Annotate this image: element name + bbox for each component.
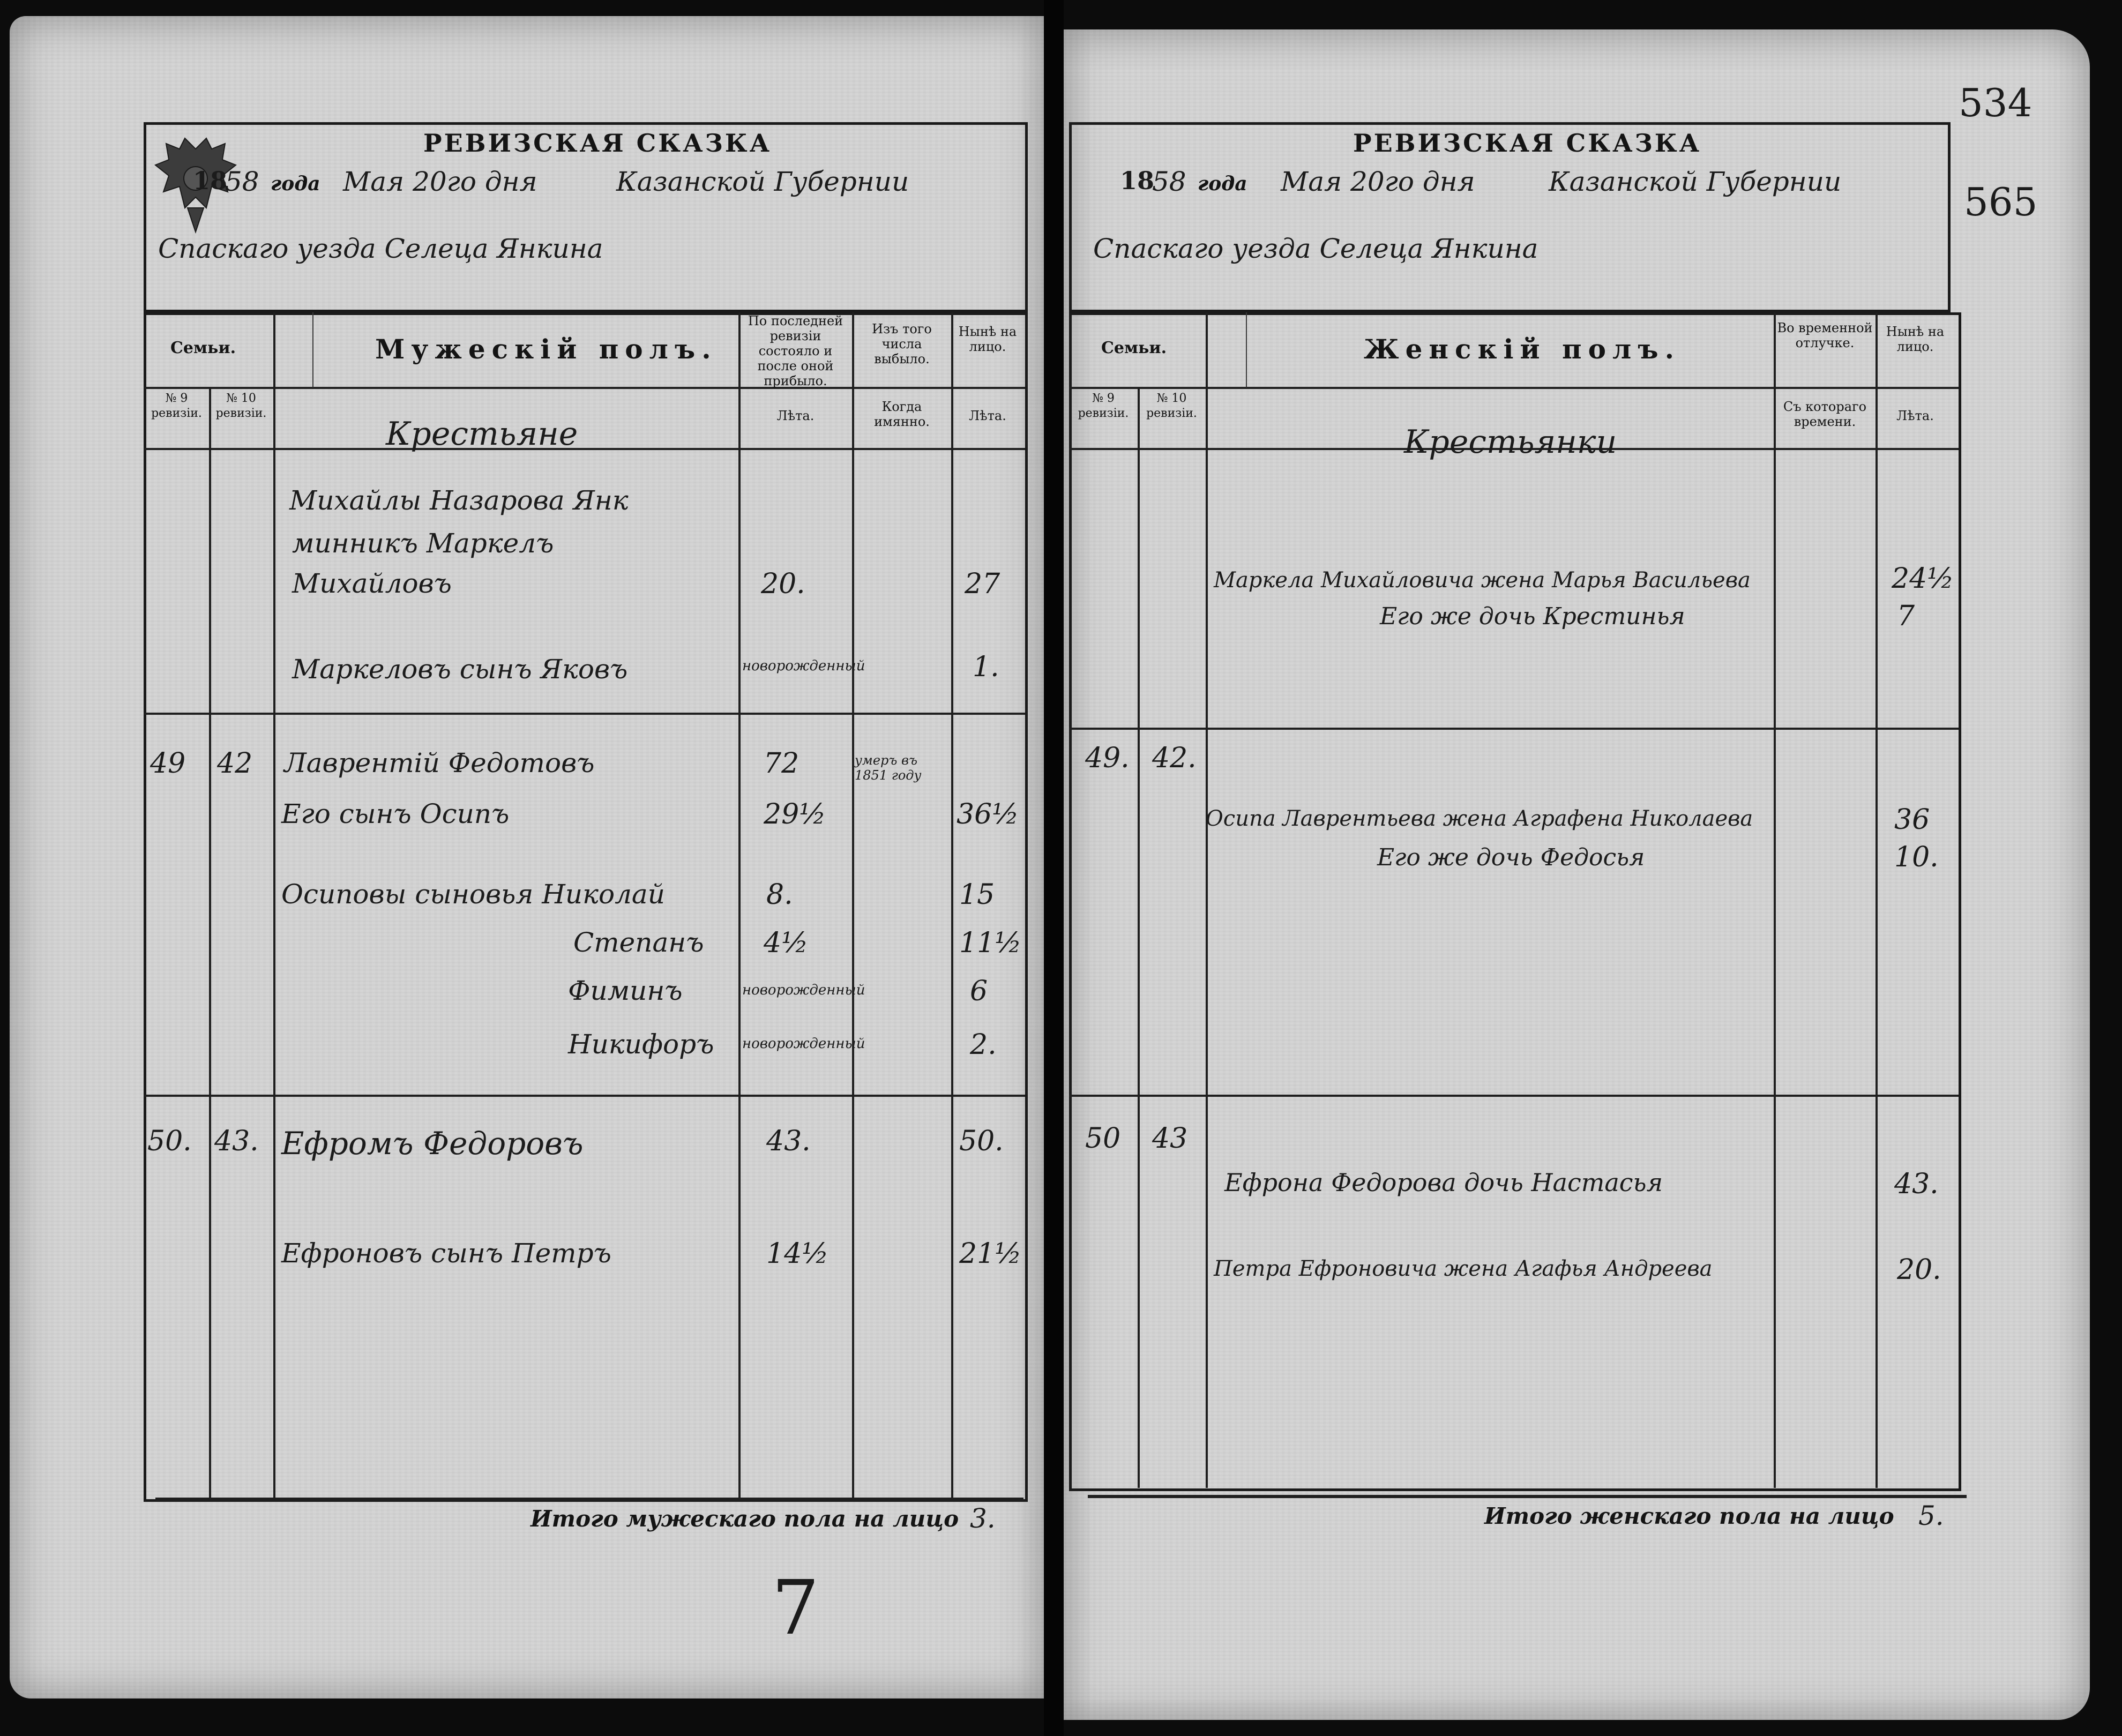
left-row-name: Ефромъ Федоровъ bbox=[281, 1125, 584, 1162]
left-row-age-now: 1. bbox=[973, 651, 999, 683]
left-row-name: Степанъ bbox=[573, 927, 704, 958]
left-year: 58 bbox=[225, 166, 259, 197]
right-year-word: года bbox=[1198, 173, 1247, 195]
right-sub-rev10: № 10 ревизіи. bbox=[1146, 392, 1197, 420]
left-col-gender: Мужескій полъ. bbox=[375, 333, 718, 365]
left-district-village: Спаскаго уезда Селеца Янкина bbox=[158, 233, 603, 264]
left-row-age-prev: 8. bbox=[766, 879, 793, 911]
left-footer-total-label: Итого мужескаго пола на лицо bbox=[530, 1506, 959, 1532]
left-row-age-prev: новорожденный bbox=[742, 982, 865, 998]
left-estate-heading: Крестьяне bbox=[386, 415, 578, 453]
left-row-name: Маркеловъ сынъ Яковъ bbox=[292, 654, 628, 685]
left-row-name: Его сынъ Осипъ bbox=[281, 798, 510, 829]
left-year-prefix: 18 bbox=[193, 166, 228, 195]
left-col-last-revision: По последней ревизіи состояло и после оной прибыло. bbox=[748, 313, 843, 388]
left-row-name: минникъ Маркелъ bbox=[292, 528, 554, 559]
left-row-age-now: 36½ bbox=[957, 798, 1019, 830]
left-row-age-prev: 29½ bbox=[764, 798, 826, 830]
left-row-rev9: 50. bbox=[147, 1125, 192, 1157]
left-row-age-now: 11½ bbox=[959, 927, 1022, 959]
right-row-name: Его же дочь Федосья bbox=[1377, 844, 1645, 871]
left-month: Мая 20го дня bbox=[343, 166, 537, 197]
left-col-family: Семьи. bbox=[170, 339, 236, 357]
right-col-gender: Женскій полъ. bbox=[1364, 333, 1681, 365]
right-year-prefix: 18 bbox=[1120, 166, 1155, 195]
left-row-name: Михайлы Назарова Янк bbox=[289, 485, 629, 516]
sheet-number-second: 565 bbox=[1964, 179, 2038, 225]
right-footer-total-label: Итого женскаго пола на лицо bbox=[1484, 1503, 1894, 1529]
left-row-age-prev: новорожденный bbox=[742, 658, 865, 674]
left-row-rev10: 43. bbox=[214, 1125, 259, 1157]
left-row-age-prev: 43. bbox=[766, 1125, 811, 1157]
right-row-name: Ефрона Федорова дочь Настасья bbox=[1224, 1168, 1663, 1197]
right-row-age: 20. bbox=[1897, 1254, 1941, 1286]
left-title: РЕВИЗСКАЯ СКАЗКА bbox=[423, 129, 772, 158]
right-table-frame bbox=[1069, 312, 1961, 1491]
right-row-rev9: 50 bbox=[1085, 1123, 1121, 1155]
right-month: Мая 20го дня bbox=[1281, 166, 1475, 197]
right-row-rev9: 49. bbox=[1085, 742, 1130, 774]
left-sub-years2: Лѣта. bbox=[969, 408, 1006, 423]
left-row-age-now: 27 bbox=[965, 568, 1000, 600]
right-col-now: Нынѣ на лицо. bbox=[1886, 324, 1945, 354]
right-year: 58 bbox=[1152, 166, 1186, 197]
right-row-age: 43. bbox=[1894, 1168, 1939, 1200]
left-row-left: умеръ въ 1851 году bbox=[855, 753, 922, 783]
left-row-name: Лаврентій Федотовъ bbox=[284, 747, 595, 779]
right-row-age: 10. bbox=[1894, 841, 1939, 873]
left-sub-when: Когда имянно. bbox=[874, 399, 930, 429]
right-sub-rev9: № 9 ревизіи. bbox=[1078, 392, 1129, 420]
left-row-age-now: 15 bbox=[959, 879, 995, 911]
left-row-age-prev: новорожденный bbox=[742, 1036, 865, 1052]
left-col-since: Изъ того числа выбыло. bbox=[872, 321, 932, 366]
left-year-word: года bbox=[271, 173, 320, 195]
right-title: РЕВИЗСКАЯ СКАЗКА bbox=[1353, 129, 1702, 158]
book-spine bbox=[1044, 0, 1064, 1736]
left-row-age-now: 50. bbox=[959, 1125, 1004, 1157]
left-footer-total-value: 3. bbox=[970, 1503, 996, 1534]
left-row-age-prev: 20. bbox=[761, 568, 805, 600]
right-row-name: Осипа Лаврентьева жена Аграфена Николаева bbox=[1206, 806, 1753, 831]
right-sub-since: Съ котораго времени. bbox=[1783, 399, 1867, 429]
left-row-rev10: 42 bbox=[217, 747, 253, 780]
left-row-age-prev: 14½ bbox=[766, 1238, 829, 1270]
left-bottom-note: 7 bbox=[772, 1565, 820, 1652]
left-row-name: Фиминъ bbox=[568, 975, 683, 1006]
left-sub-years: Лѣта. bbox=[776, 408, 815, 423]
left-row-name: Ефроновъ сынъ Петръ bbox=[281, 1238, 611, 1269]
right-sub-years: Лѣта. bbox=[1896, 408, 1934, 423]
right-footer-total-value: 5. bbox=[1918, 1500, 1944, 1531]
left-row-age-now: 2. bbox=[970, 1029, 997, 1061]
right-row-name: Петра Ефроновича жена Агафья Андреева bbox=[1214, 1256, 1713, 1281]
right-row-name: Маркела Михайловича жена Марья Васильева bbox=[1214, 568, 1751, 593]
right-row-age: 7 bbox=[1897, 600, 1915, 632]
right-col-since: Во временной отлучке. bbox=[1777, 320, 1873, 350]
left-sub-rev10: № 10 ревизіи. bbox=[215, 392, 267, 420]
left-row-age-now: 6 bbox=[970, 975, 988, 1007]
right-province: Казанской Губернии bbox=[1549, 166, 1842, 197]
left-row-age-now: 21½ bbox=[959, 1238, 1022, 1270]
left-province: Казанской Губернии bbox=[616, 166, 909, 197]
right-row-name: Его же дочь Крестинья bbox=[1380, 603, 1685, 630]
right-row-rev10: 43 bbox=[1152, 1123, 1188, 1155]
right-row-age: 24½ bbox=[1892, 563, 1954, 595]
left-col-now: Нынѣ на лицо. bbox=[958, 324, 1017, 354]
left-row-age-prev: 72 bbox=[764, 747, 800, 780]
right-estate-heading: Крестьянки bbox=[1404, 423, 1617, 461]
right-district-village: Спаскаго уезда Селеца Янкина bbox=[1093, 233, 1538, 264]
left-row-name: Никифоръ bbox=[568, 1029, 714, 1060]
left-row-rev9: 49 bbox=[150, 747, 186, 780]
right-row-age: 36 bbox=[1894, 804, 1930, 836]
sheet-number-top: 534 bbox=[1959, 80, 2033, 125]
right-col-family: Семьи. bbox=[1101, 339, 1167, 357]
right-row-rev10: 42. bbox=[1152, 742, 1197, 774]
left-row-age-prev: 4½ bbox=[764, 927, 809, 959]
left-sub-rev9: № 9 ревизіи. bbox=[151, 392, 202, 420]
left-row-name: Михайловъ bbox=[292, 568, 452, 599]
left-row-name: Осиповы сыновья Николай bbox=[281, 879, 665, 910]
